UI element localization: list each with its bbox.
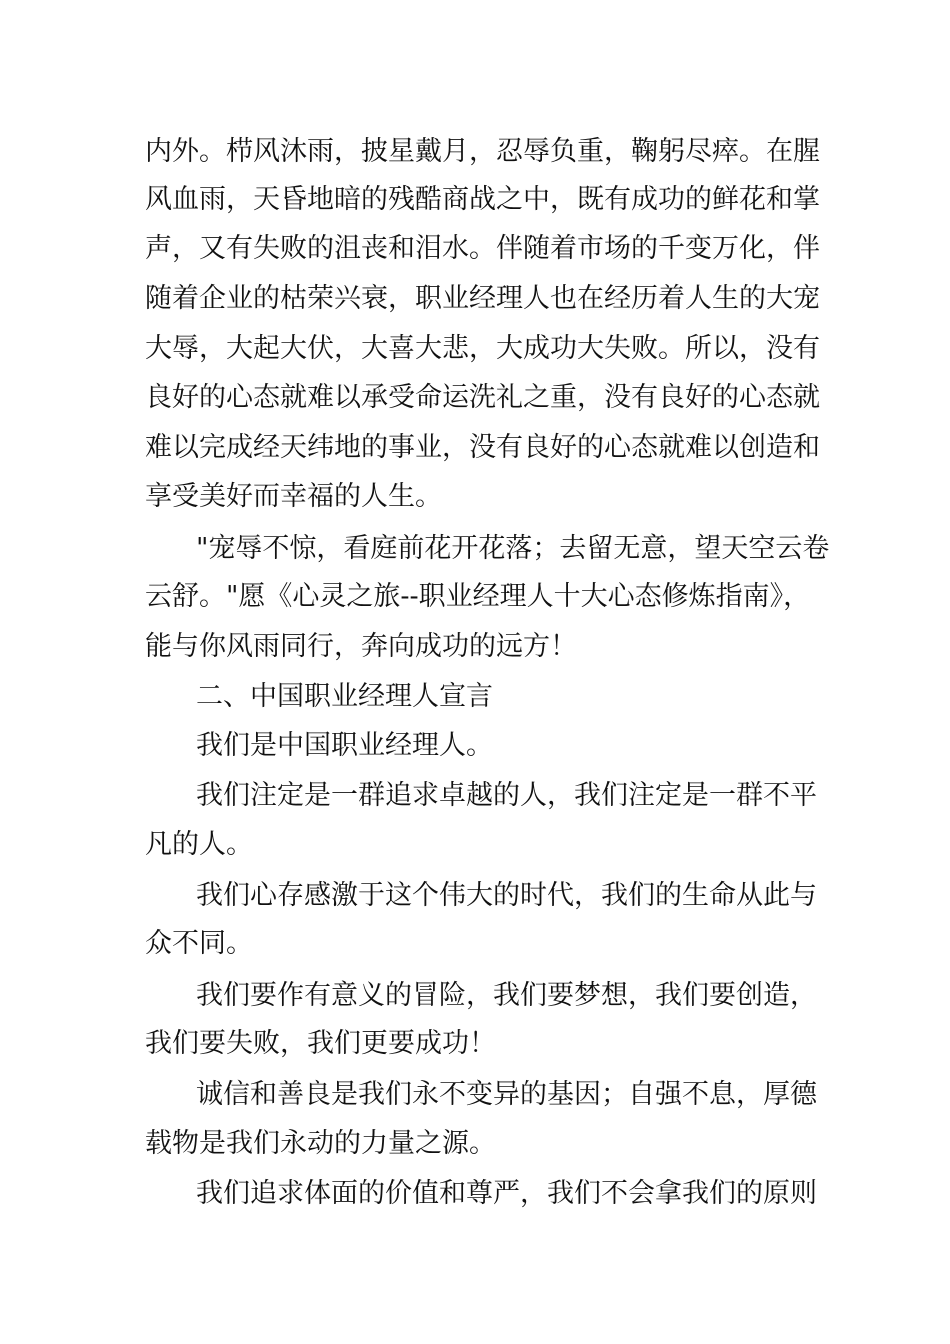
text-line: 声，又有失败的沮丧和泪水。伴随着市场的千变万化，伴	[145, 233, 820, 264]
text-line: 云舒。"愿《心灵之旅--职业经理人十大心态修炼指南》，	[145, 581, 811, 612]
text-line: 诚信和善良是我们永不变异的基因；自强不息，厚德	[196, 1079, 817, 1110]
text-line: 享受美好而幸福的人生。	[145, 481, 442, 512]
text-line: 我们追求体面的价值和尊严，我们不会拿我们的原则	[196, 1178, 817, 1209]
text-line: 能与你风雨同行，奔向成功的远方！	[145, 631, 577, 662]
text-line: 内外。栉风沐雨，披星戴月，忍辱负重，鞠躬尽瘁。在腥	[145, 136, 820, 167]
text-line: 大辱，大起大伏，大喜大悲，大成功大失败。所以，没有	[145, 333, 820, 364]
text-line: 随着企业的枯荣兴衰，职业经理人也在经历着人生的大宠	[145, 283, 820, 314]
text-line: 我们注定是一群追求卓越的人，我们注定是一群不平	[196, 780, 817, 811]
section-heading: 二、中国职业经理人宣言	[196, 681, 493, 712]
text-line: 我们要失败，我们更要成功！	[145, 1028, 496, 1059]
text-line: 载物是我们永动的力量之源。	[145, 1128, 496, 1159]
text-line: 我们是中国职业经理人。	[196, 730, 493, 761]
text-line: 良好的心态就难以承受命运洗礼之重，没有良好的心态就	[145, 382, 820, 413]
text-line: 难以完成经天纬地的事业，没有良好的心态就难以创造和	[145, 432, 820, 463]
text-line: "宠辱不惊，看庭前花开花落；去留无意，望天空云卷	[196, 533, 830, 564]
text-line: 风血雨，天昏地暗的残酷商战之中，既有成功的鲜花和掌	[145, 184, 820, 215]
text-line: 众不同。	[145, 928, 253, 959]
text-line: 凡的人。	[145, 829, 253, 860]
text-line: 我们要作有意义的冒险，我们要梦想，我们要创造，	[196, 980, 817, 1011]
text-line: 我们心存感激于这个伟大的时代，我们的生命从此与	[196, 880, 817, 911]
